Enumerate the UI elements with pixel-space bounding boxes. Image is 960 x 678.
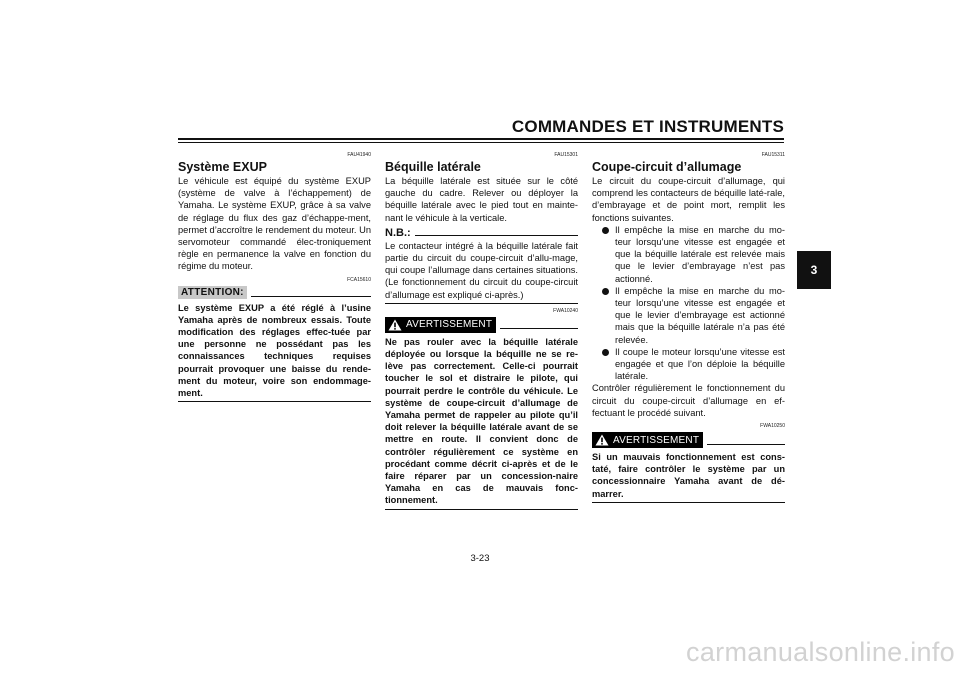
attention-text: Le système EXUP a été réglé à l’usine Yamaha après de nombreux essais. Toute modification des réglages effec-tuée par une personne ne possédant pas les connaissances techniques requises pourrait provoquer une baisse du rende-ment du moteur, voire son endommage-ment. — [178, 302, 371, 399]
page-header-title: COMMANDES ET INSTRUMENTS — [511, 117, 784, 136]
attention-code: FCA15610 — [347, 276, 371, 283]
bullet-dot-icon — [602, 288, 609, 295]
column-side-stand — [385, 152, 578, 510]
warning-header — [385, 317, 578, 333]
warning-bottom-rule — [385, 509, 578, 510]
column-ignition-cutoff — [592, 152, 785, 503]
warning-triangle-icon — [388, 319, 402, 331]
list-item — [592, 285, 785, 346]
warning-label: AVERTISSEMENT — [406, 319, 493, 331]
attention-label: ATTENTION: — [178, 286, 247, 299]
warning-code: FWA10250 — [760, 423, 785, 430]
nb-line — [415, 235, 578, 236]
section-heading: Coupe-circuit d’allumage — [592, 160, 742, 174]
warning-badge — [592, 432, 703, 448]
attention-bottom-rule — [178, 401, 371, 402]
header-rule-thin — [178, 142, 784, 143]
section-outro: Contrôler régulièrement le fonctionnement du circuit du coupe-circuit d’allumage en ef-fectuant le procédé suivant. — [592, 383, 785, 418]
chapter-tab: 3 — [797, 251, 831, 289]
warning-badge — [385, 317, 496, 333]
warning-text: Si un mauvais fonctionnement est cons-taté, faire contrôler le système par un concessionnaire Yamaha avant de dé-marrer. — [592, 452, 785, 499]
section-intro: Le circuit du coupe-circuit d’allumage, qui comprend les contacteurs de béquille laté-rale, d’embrayage et de point mort, remplit les fonctions suivantes. — [592, 176, 785, 223]
list-item-text: Il coupe le moteur lorsqu’une vitesse est engagée et que l’on déploie la béquille latérale. — [615, 346, 785, 382]
bullet-dot-icon — [602, 227, 609, 234]
nb-bottom-rule — [385, 303, 578, 304]
section-heading: Béquille latérale — [385, 160, 481, 174]
header-rule-thick — [178, 138, 784, 140]
list-item-text: Il empêche la mise en marche du mo-teur lorsqu’une vitesse est engagée et que la béquille latérale est relevée mais que le levier d’embrayage n’est pas actionné. — [615, 224, 785, 284]
warning-line — [707, 444, 785, 445]
section-code: FAU15301 — [554, 152, 578, 158]
nb-header — [385, 227, 578, 239]
section-heading: Système EXUP — [178, 160, 267, 174]
section-body: La béquille latérale est située sur le côté gauche du cadre. Relever ou déployer la béquille latérale avec le pied tout en mainte-nant le véhicule à la verticale. — [385, 176, 578, 223]
page-number: 3-23 — [470, 553, 490, 564]
attention-line — [251, 296, 371, 297]
nb-label: N.B.: — [385, 226, 411, 239]
warning-bottom-rule — [592, 502, 785, 503]
section-body: Le véhicule est équipé du système EXUP (système de valve à l’échappement) de Yamaha. Le système EXUP, grâce à sa valve de réglage du flux des gaz d’échappe-ment, permet d’accroître le rendement du moteur. Un servomoteur commandé élec-troniquement règle en permanence la valve en fonction du régime du moteur. — [178, 176, 371, 272]
watermark: carmanualsonline.info — [686, 637, 955, 667]
list-item — [592, 346, 785, 383]
bullet-dot-icon — [602, 349, 609, 356]
section-code: FAU41940 — [347, 152, 371, 158]
warning-line — [500, 328, 578, 329]
section-code: FAU15311 — [761, 152, 785, 158]
warning-triangle-icon — [595, 434, 609, 446]
function-list — [592, 224, 785, 383]
nb-text: Le contacteur intégré à la béquille latérale fait partie du circuit du coupe-circuit d’allu-mage, qui coupe l’allumage dans certaines situations. (Le fonctionnement du circuit du coupe-circuit d’allumage est expliqué ci-après.) — [385, 240, 578, 300]
attention-header — [178, 286, 371, 299]
column-exup — [178, 152, 371, 402]
warning-text: Ne pas rouler avec la béquille latérale déployée ou lorsque la béquille ne se re-lève pas correctement. Celle-ci pourrait toucher le sol et distraire le pilote, qui pourrait perdre le contrôle du véhicule. Le système de coupe-circuit d’allumage de Yamaha permet de rappeler au pilote qu’il doit relever la béquille latérale avant de se mettre en route. Il convient donc de contrôler régulièrement ce système en procédant comme décrit ci-après et de le faire réparer par un concession-naire Yamaha en cas de mauvais fonc-tionnement. — [385, 336, 578, 506]
warning-code: FWA10240 — [553, 307, 578, 314]
list-item-text: Il empêche la mise en marche du mo-teur lorsqu’une vitesse est engagée et que le levier d’embrayage est actionné mais que la béquille latérale n’a pas été relevée. — [615, 285, 785, 345]
warning-header — [592, 432, 785, 448]
list-item — [592, 224, 785, 285]
warning-label: AVERTISSEMENT — [613, 434, 700, 446]
